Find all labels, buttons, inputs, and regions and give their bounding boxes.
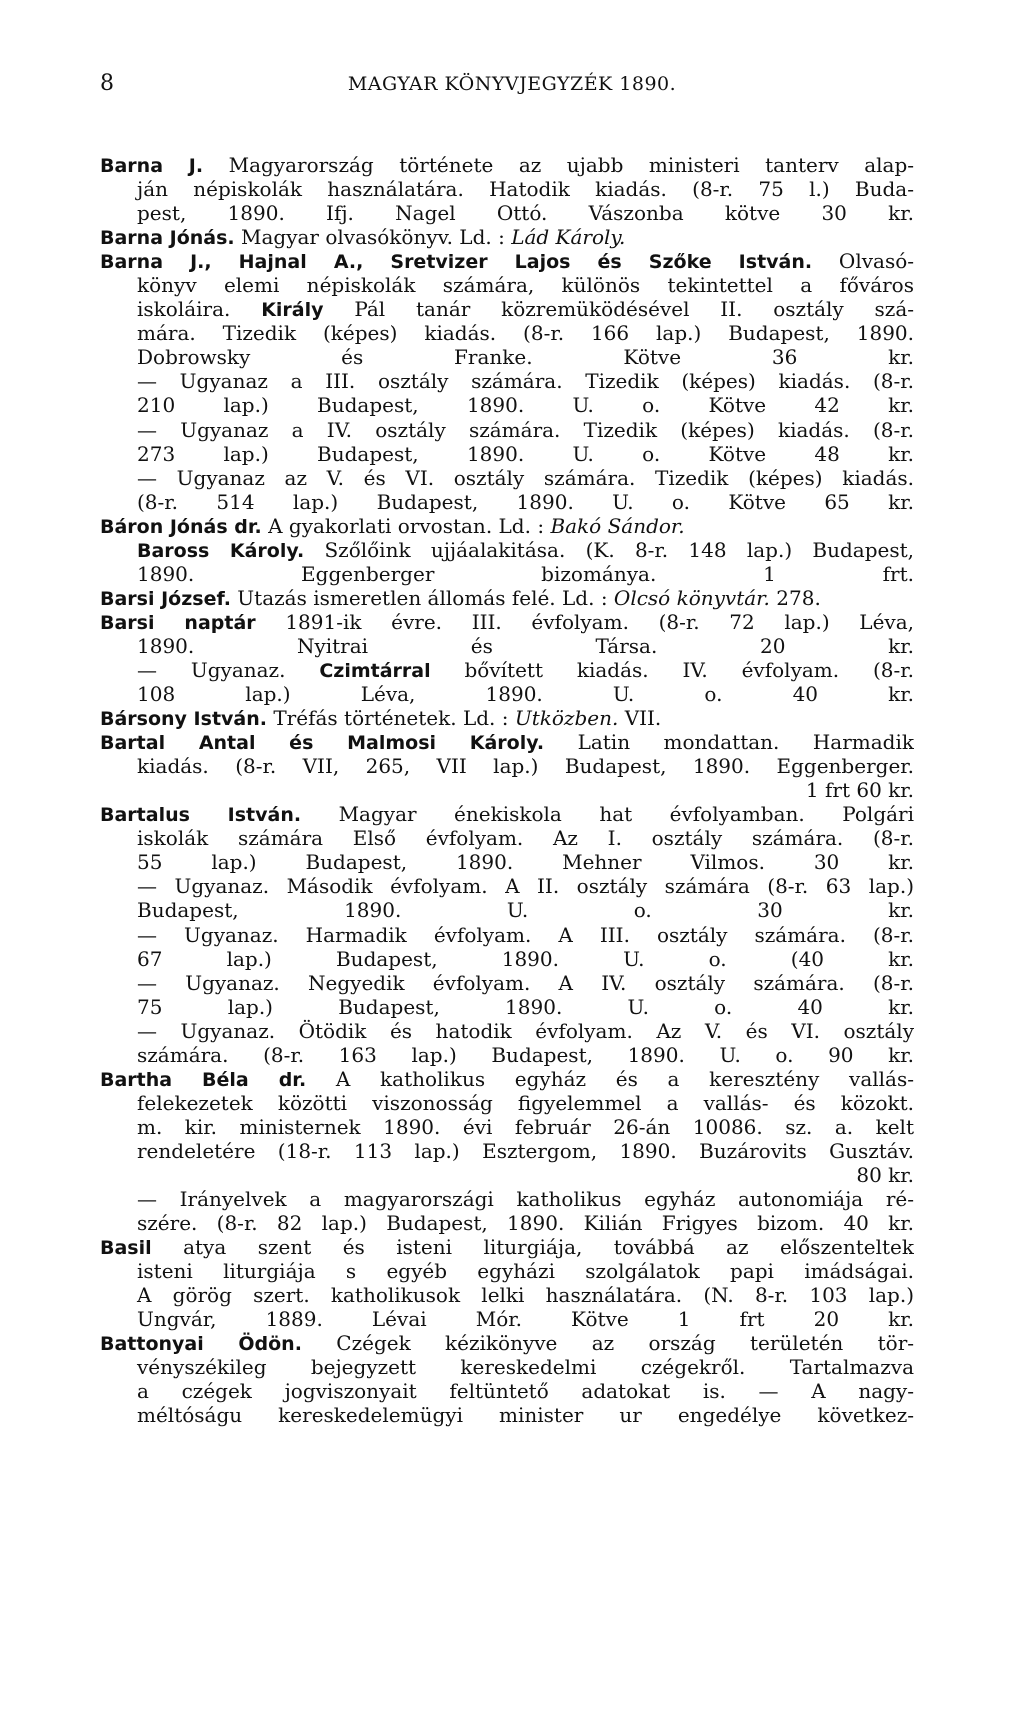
text-line xyxy=(100,658,914,682)
entry-text: A katholikus egyház és a keresztény vallás- xyxy=(335,1066,914,1091)
text-line xyxy=(100,1355,914,1379)
text-line xyxy=(100,369,914,393)
entry-text: — Ugyanaz. xyxy=(137,657,320,682)
text-line xyxy=(100,490,914,514)
text-line xyxy=(100,177,914,201)
cross-reference: Utközben. xyxy=(514,706,619,731)
text-line xyxy=(100,1091,914,1115)
entry-text: 80 kr. xyxy=(856,1162,914,1187)
entry-text: iskoláira. xyxy=(137,297,262,322)
entry-heading: Báron Jónás dr. xyxy=(100,515,262,538)
entry-heading: Barna J. xyxy=(100,155,204,177)
entry-text: iskolák számára Első évfolyam. Az I. osztály számára. (8-r. xyxy=(137,826,914,851)
text-line xyxy=(100,971,914,995)
entry-text: atya szent és isteni liturgiája, továbbá az előszenteltek xyxy=(183,1235,914,1260)
entry-text: 1890. Nyitrai és Társa. 20 kr. xyxy=(137,633,914,658)
entry-text: 210 lap.) Budapest, 1890. U. o. Kötve 42 kr. xyxy=(137,393,914,418)
text-line xyxy=(100,610,914,634)
entry-text: szére. (8-r. 82 lap.) Budapest, 1890. Kilián Frigyes bizom. 40 kr. xyxy=(137,1211,914,1236)
entry-text: m. kir. ministernek 1890. évi február 26-án 10086. sz. a. kelt xyxy=(137,1114,914,1139)
entry-text: 1890. Eggenberger bizományа. 1 frt. xyxy=(137,561,914,586)
text-line xyxy=(100,1235,914,1259)
entry-text: 108 lap.) Léva, 1890. U. o. 40 kr. xyxy=(137,682,914,707)
text-line xyxy=(100,754,914,778)
entry-text: — Ugyanaz a IV. osztály számára. Tizedik (képes) kiadás. (8-r. xyxy=(137,417,914,442)
entry-text: Czégek kézikönyve az ország területén tör- xyxy=(336,1331,914,1356)
entry-text: A gyakorlati orvostan. Ld. : xyxy=(268,513,551,538)
text-line xyxy=(100,586,914,610)
entry-text: a czégek jogviszonyait feltüntető adatokat is. — A nagy- xyxy=(137,1379,914,1404)
entry-text: Magyar énekiskola hat évfolyamban. Polgári xyxy=(338,802,914,827)
entry-heading: Barna J., Hajnal A., Sretvizer Lajos és Szőke István. xyxy=(100,251,813,274)
text-line xyxy=(100,225,914,249)
cross-reference: Lád Károly. xyxy=(511,225,626,250)
entry-text: 1 frt 60 kr. xyxy=(805,778,914,803)
entry-text: — Ugyanaz. Harmadik évfolyam. A III. osztály számára. (8-r. xyxy=(137,922,914,947)
text-line xyxy=(100,393,914,417)
text-line xyxy=(100,273,914,297)
text-line xyxy=(100,249,914,273)
entry-text: — Ugyanaz a III. osztály számára. Tizedik (képes) kiadás. (8-r. xyxy=(137,369,914,394)
text-line xyxy=(100,874,914,898)
entry-text: 75 lap.) Budapest, 1890. U. o. 40 kr. xyxy=(137,994,914,1019)
entry-text: Ungvár, 1889. Lévai Mór. Kötve 1 frt 20 kr. xyxy=(137,1307,914,1332)
entry-heading: Baross Károly. xyxy=(137,539,305,562)
text-line xyxy=(100,1187,914,1211)
text-line xyxy=(100,466,914,490)
text-line xyxy=(100,418,914,442)
text-line xyxy=(100,562,914,586)
entry-text: Magyar olvasókönyv. Ld. : xyxy=(241,225,512,250)
entry-text: mára. Tizedik (képes) kiadás. (8-r. 166 lap.) Budapest, 1890. xyxy=(137,321,914,346)
entry-text: Magyarország története az ujabb ministeri tanterv alap- xyxy=(228,153,914,177)
entry-heading: Bársony István. xyxy=(100,708,267,731)
entry-text: isteni liturgiája s egyéb egyházi szolgálatok papi imádságai. xyxy=(137,1259,914,1284)
catalog-entries xyxy=(100,153,914,1427)
text-line xyxy=(100,706,914,730)
text-line xyxy=(100,682,914,706)
entry-text: — Ugyanaz az V. és VI. osztály számára. Tizedik (képes) kiadás. xyxy=(137,465,914,490)
text-line xyxy=(100,1139,914,1163)
entry-text: vényszékileg bejegyzett kereskedelmi czégekről. Tartalmazva xyxy=(137,1355,914,1380)
entry-text: Budapest, 1890. U. o. 30 kr. xyxy=(137,898,914,923)
entry-text: Utazás ismeretlen állomás felé. Ld. : xyxy=(237,585,614,610)
entry-heading: Bartha Béla dr. xyxy=(100,1068,307,1091)
text-line xyxy=(100,538,914,562)
entry-text: (8-r. 514 lap.) Budapest, 1890. U. o. Kötve 65 kr. xyxy=(137,489,914,514)
text-line xyxy=(100,947,914,971)
text-line xyxy=(100,995,914,1019)
entry-text: ján népiskolák használatára. Hatodik kiadás. (8-r. 75 l.) Buda- xyxy=(137,177,914,202)
entry-text: könyv elemi népiskolák számára, különös tekintettel a főváros xyxy=(137,273,914,298)
text-line xyxy=(100,1283,914,1307)
running-title: MAGYAR KÖNYVJEGYZÉK 1890. xyxy=(347,73,677,95)
entry-text: felekezetek közötti viszonosság figyelemmel a vallás- és közokt. xyxy=(137,1090,914,1115)
text-line xyxy=(100,826,914,850)
entry-heading: Barsi naptár xyxy=(100,611,256,634)
entry-text: 1891-ik évre. III. évfolyam. (8-r. 72 lap.) Léva, xyxy=(285,609,914,634)
entry-text: — Ugyanaz. Ötödik és hatodik évfolyam. Az V. és VI. osztály xyxy=(137,1018,914,1043)
entry-text: számára. (8-r. 163 lap.) Budapest, 1890. U. o. 90 kr. xyxy=(137,1042,914,1067)
text-line xyxy=(100,778,914,802)
text-line xyxy=(100,898,914,922)
text-line xyxy=(100,1115,914,1139)
text-line xyxy=(100,321,914,345)
entry-heading: Battonyai Ödön. xyxy=(100,1333,302,1356)
text-line xyxy=(100,514,914,538)
entry-text: Pál tanár közremüködésével II. osztály szá- xyxy=(354,297,914,322)
entry-text: Dobrowsky és Franke. Kötve 36 kr. xyxy=(137,345,914,370)
entry-text: Olvasó- xyxy=(838,249,914,274)
entry-text: rendeletére (18-r. 113 lap.) Esztergom, 1890. Buzárovits Gusztáv. xyxy=(137,1138,914,1163)
text-line xyxy=(100,850,914,874)
text-line xyxy=(100,297,914,321)
entry-text: A görög szert. katholikusok lelki használatára. (N. 8-r. 103 lap.) xyxy=(137,1283,914,1308)
entry-text: pest, 1890. Ifj. Nagel Ottó. Vászonba kötve 30 kr. xyxy=(137,201,914,226)
entry-text: Tréfás történetek. Ld. : xyxy=(273,706,515,731)
text-line xyxy=(100,634,914,658)
entry-text: Latin mondattan. Harmadik xyxy=(577,730,914,755)
entry-heading: Barna Jónás. xyxy=(100,227,235,250)
text-line xyxy=(100,1019,914,1043)
entry-text: 67 lap.) Budapest, 1890. U. o. (40 kr. xyxy=(137,946,914,971)
text-line xyxy=(100,923,914,947)
entry-heading: Basil xyxy=(100,1237,152,1260)
page-number: 8 xyxy=(100,71,114,96)
cross-reference: Bakó Sándor. xyxy=(550,513,685,538)
text-line xyxy=(100,1163,914,1187)
entry-text: 55 lap.) Budapest, 1890. Mehner Vilmos. 30 kr. xyxy=(137,850,914,875)
text-line xyxy=(100,1307,914,1331)
entry-text: kiadás. (8-r. VII, 265, VII lap.) Budapest, 1890. Eggenberger. xyxy=(137,754,914,779)
text-line xyxy=(100,802,914,826)
entry-heading: Bartal Antal és Malmosi Károly. xyxy=(100,732,545,755)
text-line xyxy=(100,1379,914,1403)
entry-text: méltóságu kereskedelemügyi minister ur engedélye következ- xyxy=(137,1403,914,1428)
entry-text: VII. xyxy=(624,706,662,731)
entry-heading: Czimtárral xyxy=(319,659,431,682)
text-line xyxy=(100,730,914,754)
entry-heading: Bartalus István. xyxy=(100,804,302,827)
text-line xyxy=(100,1259,914,1283)
entry-heading: Király xyxy=(261,299,324,322)
entry-text: 278. xyxy=(776,585,821,610)
entry-heading: Barsi József. xyxy=(100,587,231,610)
entry-text: — Ugyanaz. Második évfolyam. A II. osztály számára (8-r. 63 lap.) xyxy=(137,874,914,899)
entry-text: Szőlőink ujjáalakitása. (K. 8-r. 148 lap.) Budapest, xyxy=(324,537,914,562)
text-line xyxy=(100,1403,914,1427)
text-line xyxy=(100,345,914,369)
text-line xyxy=(100,1067,914,1091)
entry-text: — Ugyanaz. Negyedik évfolyam. A IV. osztály számára. (8-r. xyxy=(137,970,914,995)
text-line xyxy=(100,153,914,177)
text-line xyxy=(100,201,914,225)
cross-reference: Olcsó könyvtár. xyxy=(613,585,770,610)
entry-text: bővített kiadás. IV. évfolyam. (8-r. xyxy=(464,657,914,682)
text-line xyxy=(100,1211,914,1235)
entry-text: — Irányelvek a magyarországi katholikus egyház autonomiája ré- xyxy=(137,1187,914,1212)
entry-text: 273 lap.) Budapest, 1890. U. o. Kötve 48 kr. xyxy=(137,441,914,466)
text-line xyxy=(100,442,914,466)
text-line xyxy=(100,1331,914,1355)
text-line xyxy=(100,1043,914,1067)
page-header xyxy=(100,71,924,101)
